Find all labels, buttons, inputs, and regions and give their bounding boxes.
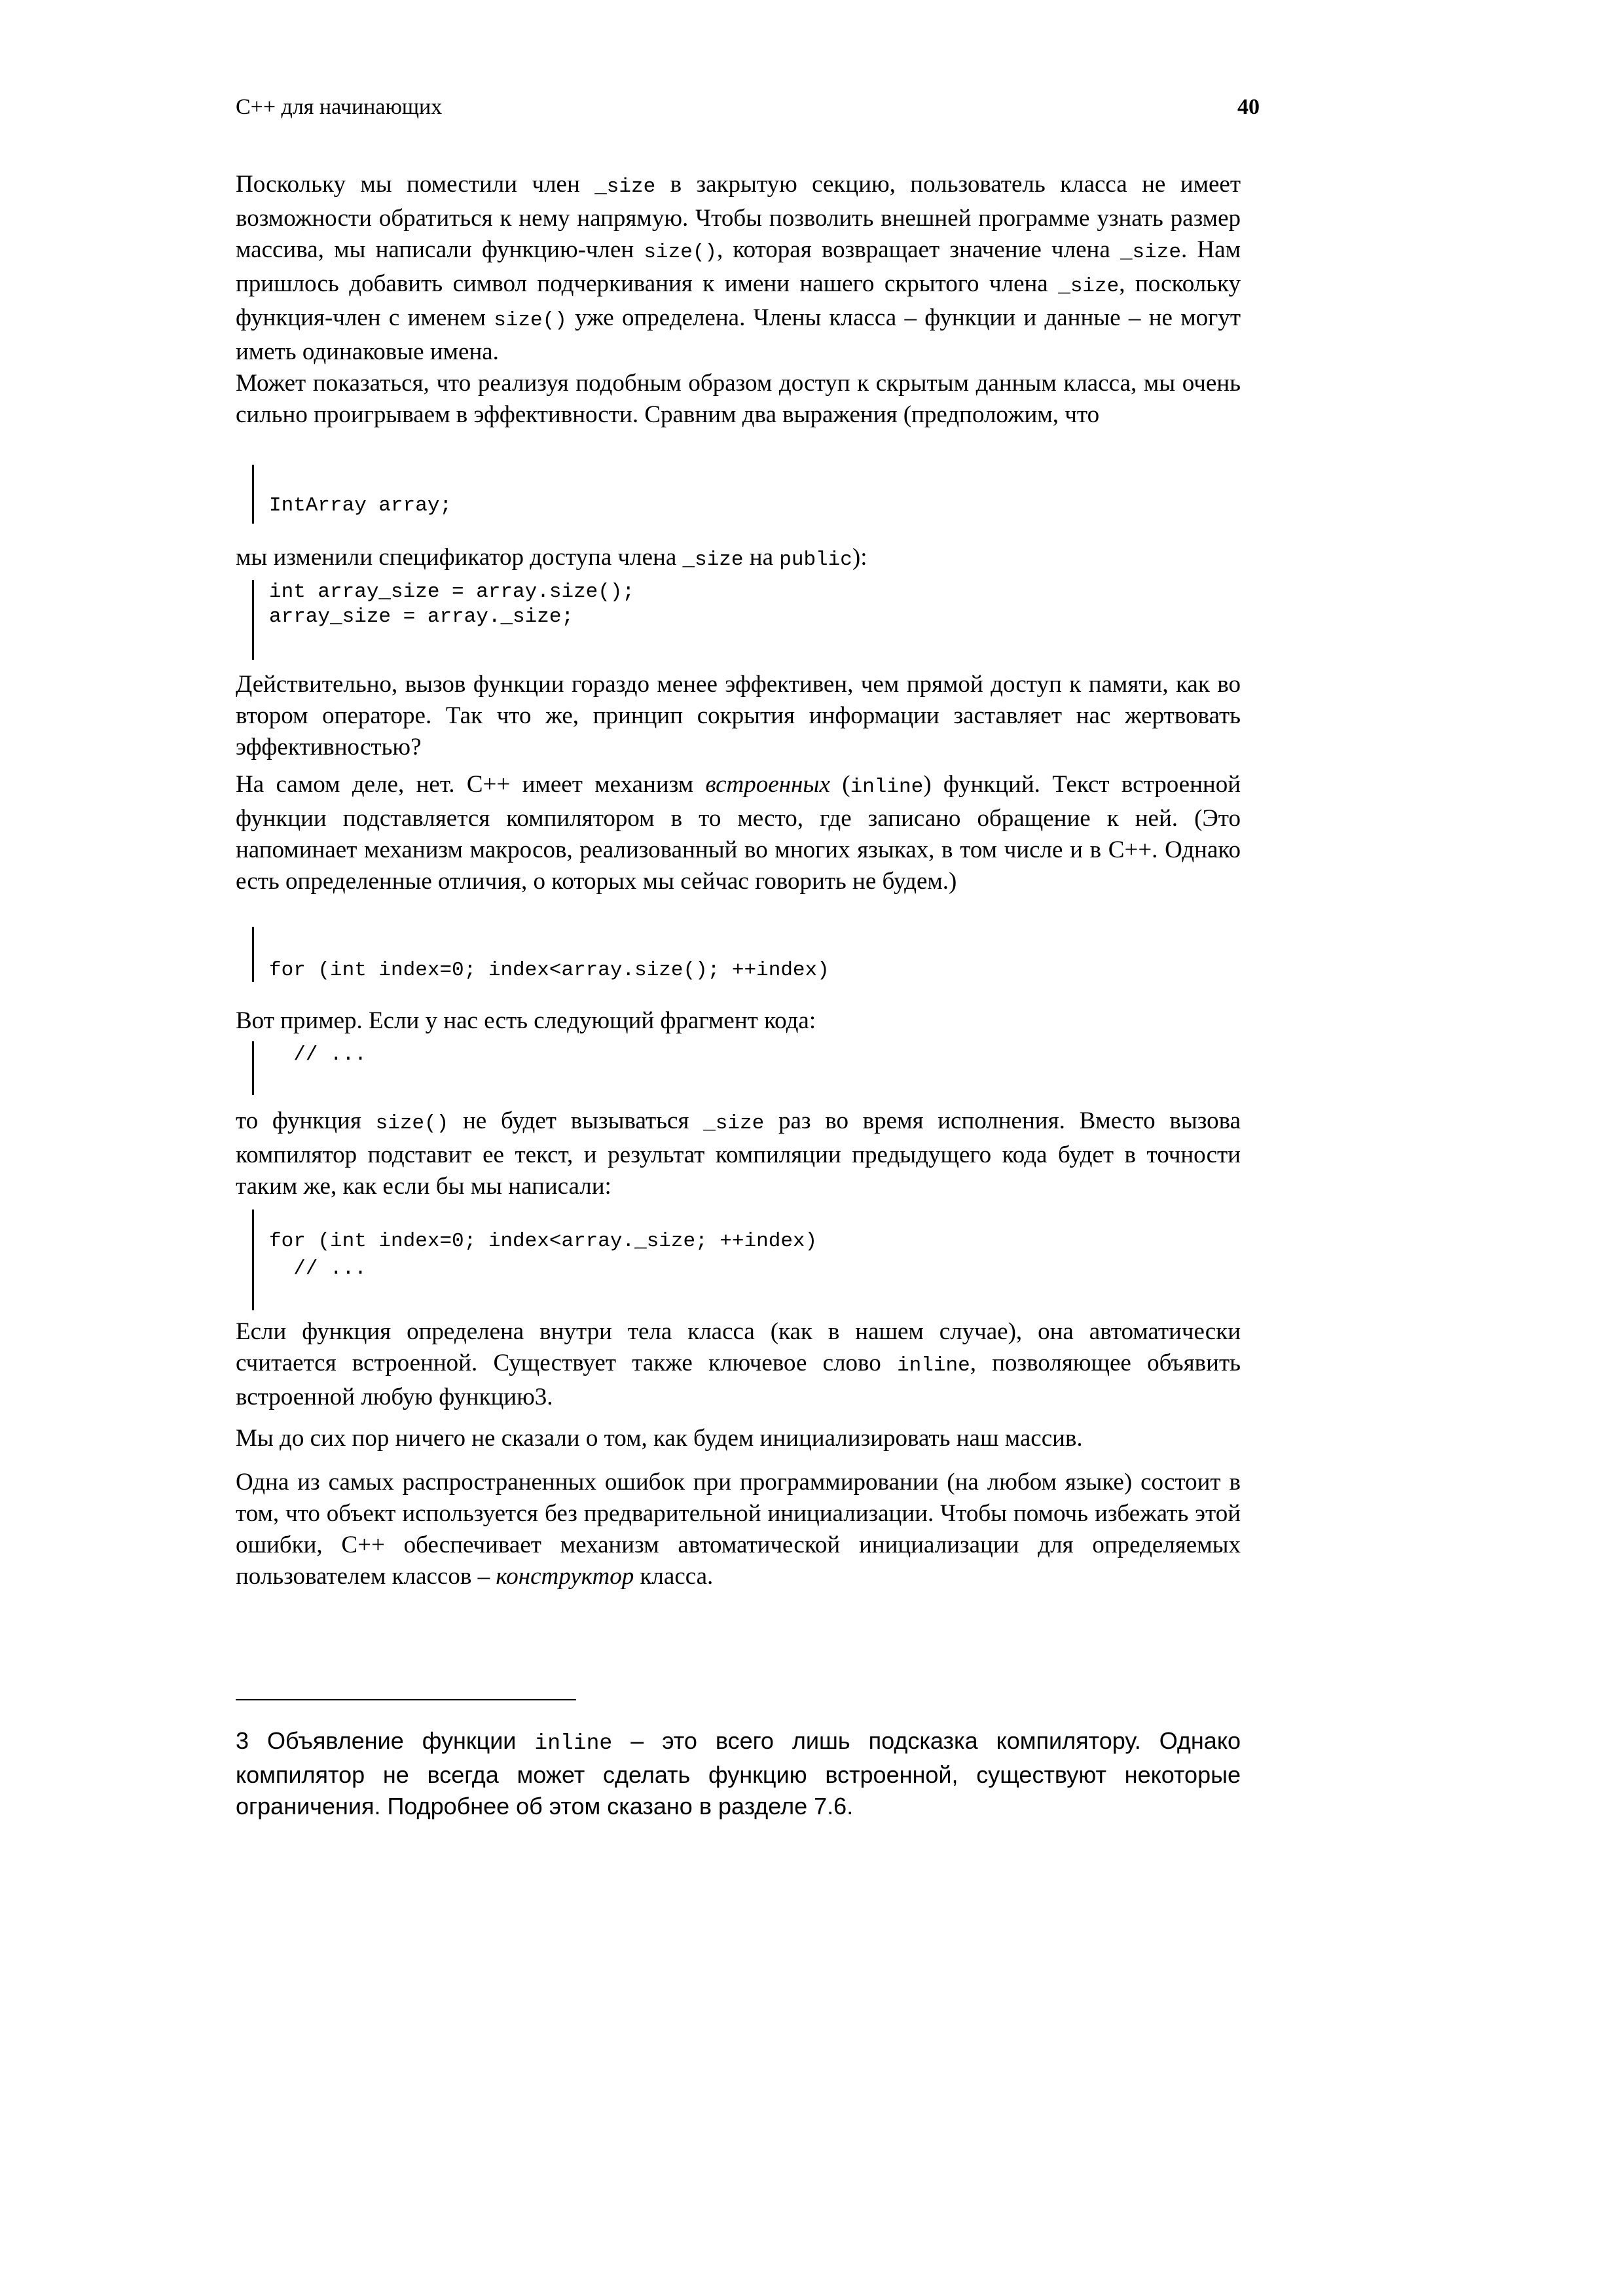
code-block-3: for (int index=0; index<array.size(); ++index) — [252, 927, 830, 982]
text: ( — [830, 771, 850, 798]
text: ) функций. Текст встроенной функции подставляется компилятором в то место, где записано обращение к ней. (Это напоминает механизм макросов, реализованный во многих языках, в том числе и в С++. Однако есть определенные отличия, о которых мы сейчас говорить не будем.) — [236, 771, 1241, 895]
emphasis: встроенных — [705, 771, 830, 798]
text: на — [743, 544, 780, 571]
paragraph-2: Может показаться, что реализуя подобным образом доступ к скрытым данным класса, мы очень сильно проигрываем в эффективности. Сравним два выражения (предположим, что — [236, 370, 1241, 428]
page-number: 40 — [1237, 95, 1260, 119]
text: то функция — [236, 1107, 376, 1134]
footnote — [236, 1725, 1241, 1822]
paragraph-5 — [236, 1105, 1241, 1202]
code-block-4: // ... — [252, 1041, 367, 1095]
code-block-5: for (int index=0; index<array._size; ++index) // ... — [252, 1210, 817, 1310]
text: Поскольку мы поместили член — [236, 171, 595, 198]
text: уже определена. Члены класса – функции и данные – не могут иметь одинаковые имена. — [236, 304, 1241, 365]
code-inline: size() — [644, 241, 718, 264]
text: Одна из самых распространенных ошибок при программировании (на любом языке) состоит в том, что объект используется без предварительной инициализации. Чтобы помочь избежать этой ошибки, С++ обеспечивает механизм автоматической инициализации для определяемых пользователем классов – — [236, 1469, 1241, 1590]
paragraph-example: Вот пример. Если у нас есть следующий фрагмент кода: — [236, 1007, 816, 1034]
paragraph-7: Мы до сих пор ничего не сказали о том, как будем инициализировать наш массив. — [236, 1425, 1083, 1452]
code-inline: _size — [1058, 275, 1120, 298]
text: 3 Объявление функции — [236, 1727, 535, 1754]
text: Если функция определена внутри тела класса (как в нашем случае), она автоматически считается встроенной. Существует также ключевое слово — [236, 1318, 1241, 1376]
code-block-2: int array_size = array.size(); array_size = array._size; — [252, 580, 634, 660]
text: – это всего лишь подсказка компилятору. Однако компилятор не всегда может сделать функцию встроенной, существуют некоторые ограничения. Подробнее об этом сказано в разделе 7.6. — [236, 1727, 1241, 1820]
code-inline: _size — [1120, 241, 1181, 264]
text: , позволяющее объявить встроенной любую функцию3. — [236, 1350, 1241, 1410]
code-inline: size() — [375, 1112, 449, 1135]
emphasis: конструктор — [496, 1563, 634, 1590]
text: в закрытую секцию, пользователь класса не имеет возможности обратиться к нему напрямую. Чтобы позволить внешней программе узнать размер массива, мы написали функцию-член — [236, 171, 1241, 263]
code-inline: size() — [494, 309, 567, 332]
code-block-1: IntArray array; — [252, 465, 452, 524]
paragraph-4 — [236, 769, 1241, 897]
text: раз во время исполнения. Вместо вызова компилятор подставит ее текст, и результат компиляции предыдущего кода будет в точности таким же, как если бы мы написали: — [236, 1107, 1241, 1200]
paragraph-8 — [236, 1467, 1241, 1592]
text: мы изменили спецификатор доступа члена — [236, 544, 683, 571]
text: . Нам пришлось добавить символ подчеркивания к имени нашего скрытого члена — [236, 236, 1241, 297]
running-header-title: C++ для начинающих — [236, 95, 443, 119]
code-inline: _size — [703, 1112, 765, 1135]
text: класса. — [634, 1563, 714, 1590]
paragraph-code-intro — [236, 542, 1241, 576]
text: не будет вызываться — [448, 1107, 704, 1134]
code-inline: inline — [534, 1731, 613, 1755]
text: , которая возвращает значение члена — [717, 236, 1120, 263]
text: ): — [852, 544, 867, 571]
code-inline: inline — [897, 1354, 970, 1377]
code-inline: _size — [594, 175, 656, 198]
code-inline: inline — [850, 776, 924, 798]
text: На самом деле, нет. С++ имеет механизм — [236, 771, 706, 798]
paragraph-1 — [236, 169, 1241, 368]
text: , поскольку функция-член с именем — [236, 270, 1241, 331]
code-inline: _size — [682, 548, 744, 571]
code-inline: public — [779, 548, 852, 571]
paragraph-3: Действительно, вызов функции гораздо менее эффективен, чем прямой доступ к памяти, как во втором операторе. Так что же, принцип сокрытия информации заставляет нас жертвовать эффективностью? — [236, 671, 1241, 761]
paragraph-6 — [236, 1316, 1241, 1413]
footnote-separator — [236, 1699, 576, 1700]
